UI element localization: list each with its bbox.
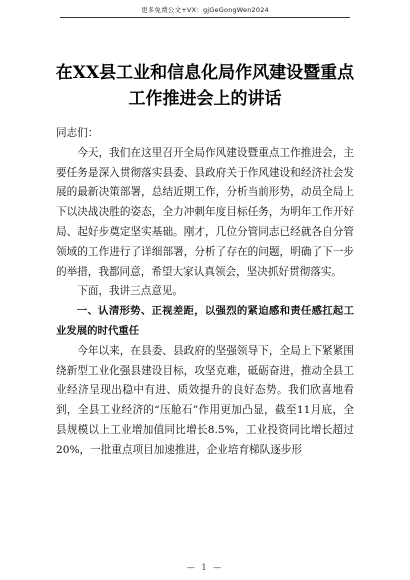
section-heading-1: 一、认清形势、正视差距，以强烈的紧迫感和责任感扛起工业发展的时代重任 — [56, 305, 354, 337]
page-number: — 1 — — [186, 563, 224, 572]
paragraph-three-points: 下面，我讲三点意见。 — [77, 285, 184, 298]
header-note: 更多免费公文+VX：gjGeGongWen2024 — [141, 6, 269, 14]
header-divider — [60, 17, 350, 18]
document-body — [56, 124, 354, 461]
paragraph-situation: 今年以来，在县委、县政府的坚强领导下，全局上下紧紧围绕新型工业化强县建设目标，攻坚克难，砥砺奋进，推动全县工业经济呈现出稳中有进、质效提升的良好态势。我们欣喜地看到，全县工业经济的“压舱石”作用更加凸显，截至11月底，全县规模以上工业增加值同比增长8.5%，工业投资同比增长超过20%，一批重点项目加速推进，企业培育梯队逐步形 — [56, 344, 354, 456]
title-line-1: 在XX县工业和信息化局作风建设暨重点 — [55, 63, 355, 83]
salutation: 同志们： — [56, 127, 99, 139]
paragraph-intro: 今天，我们在这里召开全局作风建设暨重点工作推进会，主要任务是深入贯彻落实县委、县政府关于作风建设和经济社会发展的最新决策部署，总结近期工作，分析当前形势，动员全局上下以决战决胜的姿态，全力冲刺年度目标任务，为明年工作开好局、起好步奠定坚实基础。刚才，几位分管同志已经就各自分管领域的工作进行了详细部署，分析了存在的问题，明确了下一步的举措，我都同意，希望大家认真领会，坚决抓好贯彻落实。 — [56, 146, 354, 278]
title-line-2: 工作推进会上的讲话 — [128, 89, 282, 109]
document-title — [40, 60, 370, 112]
